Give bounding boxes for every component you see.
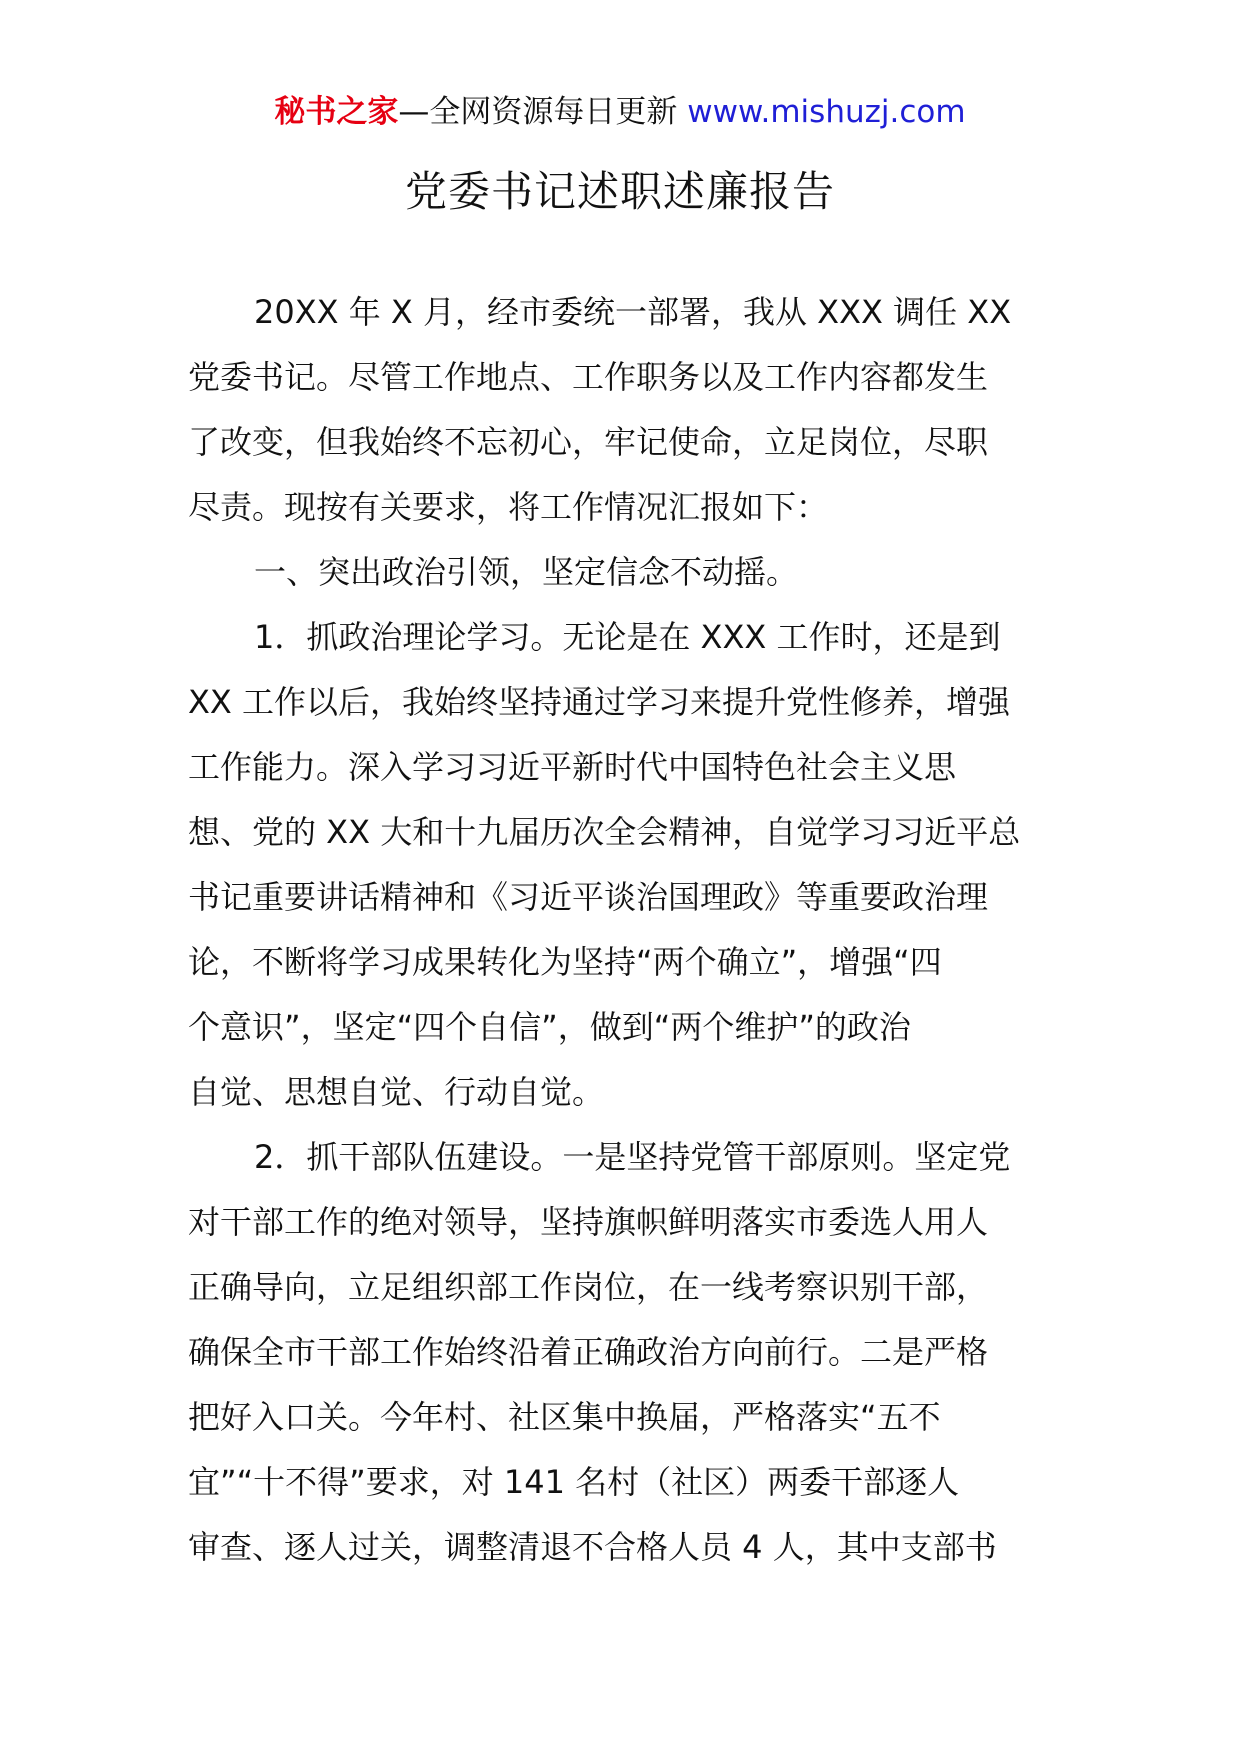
paragraph-line: 个意识”，坚定“四个自信”，做到“两个维护”的政治 — [188, 1008, 911, 1046]
site-brand: 秘书之家 — [274, 94, 399, 130]
paragraph-line: 自觉、思想自觉、行动自觉。 — [188, 1073, 605, 1111]
paragraph-line: 对干部工作的绝对领导，坚持旗帜鲜明落实市委选人用人 — [188, 1203, 989, 1241]
paragraph-line: 想、党的 XX 大和十九届历次全会精神，自觉学习习近平总 — [188, 813, 1021, 851]
paragraph-line: 正确导向，立足组织部工作岗位，在一线考察识别干部， — [188, 1268, 989, 1306]
site-url-link[interactable]: www.mishuzj.com — [687, 94, 966, 130]
paragraph-line: 党委书记。尽管工作地点、工作职务以及工作内容都发生 — [188, 358, 989, 396]
paragraph-line: 20XX 年 X 月，经市委统一部署，我从 XXX 调任 XX — [254, 293, 1012, 331]
paragraph-line: 确保全市干部工作始终沿着正确政治方向前行。二是严格 — [188, 1333, 989, 1371]
paragraph-line: XX 工作以后，我始终坚持通过学习来提升党性修养，增强 — [188, 683, 1011, 721]
paragraph-line: 工作能力。深入学习习近平新时代中国特色社会主义思 — [188, 748, 957, 786]
paragraph-line: 尽责。现按有关要求，将工作情况汇报如下： — [188, 488, 829, 526]
paragraph-line: 书记重要讲话精神和《习近平谈治国理政》等重要政治理 — [188, 878, 989, 916]
paragraph-line: 把好入口关。今年村、社区集中换届，严格落实“五不 — [188, 1398, 941, 1436]
paragraph-line: 1．抓政治理论学习。无论是在 XXX 工作时，还是到 — [254, 618, 1001, 656]
document-title: 党委书记述职述廉报告 — [404, 167, 835, 216]
paragraph-line: 了改变，但我始终不忘初心，牢记使命，立足岗位，尽职 — [188, 423, 989, 461]
paragraph-line: 审查、逐人过关，调整清退不合格人员 4 人，其中支部书 — [188, 1528, 997, 1566]
paragraph-line: 2．抓干部队伍建设。一是坚持党管干部原则。坚定党 — [254, 1138, 1011, 1176]
site-tagline: —全网资源每日更新 — [398, 94, 678, 130]
section-heading: 一、突出政治引领，坚定信念不动摇。 — [254, 553, 799, 591]
site-header — [0, 92, 1240, 132]
paragraph-line: 宜”“十不得”要求，对 141 名村（社区）两委干部逐人 — [188, 1463, 960, 1501]
paragraph-line: 论，不断将学习成果转化为坚持“两个确立”，增强“四 — [188, 943, 942, 981]
document-body — [188, 292, 1058, 1592]
